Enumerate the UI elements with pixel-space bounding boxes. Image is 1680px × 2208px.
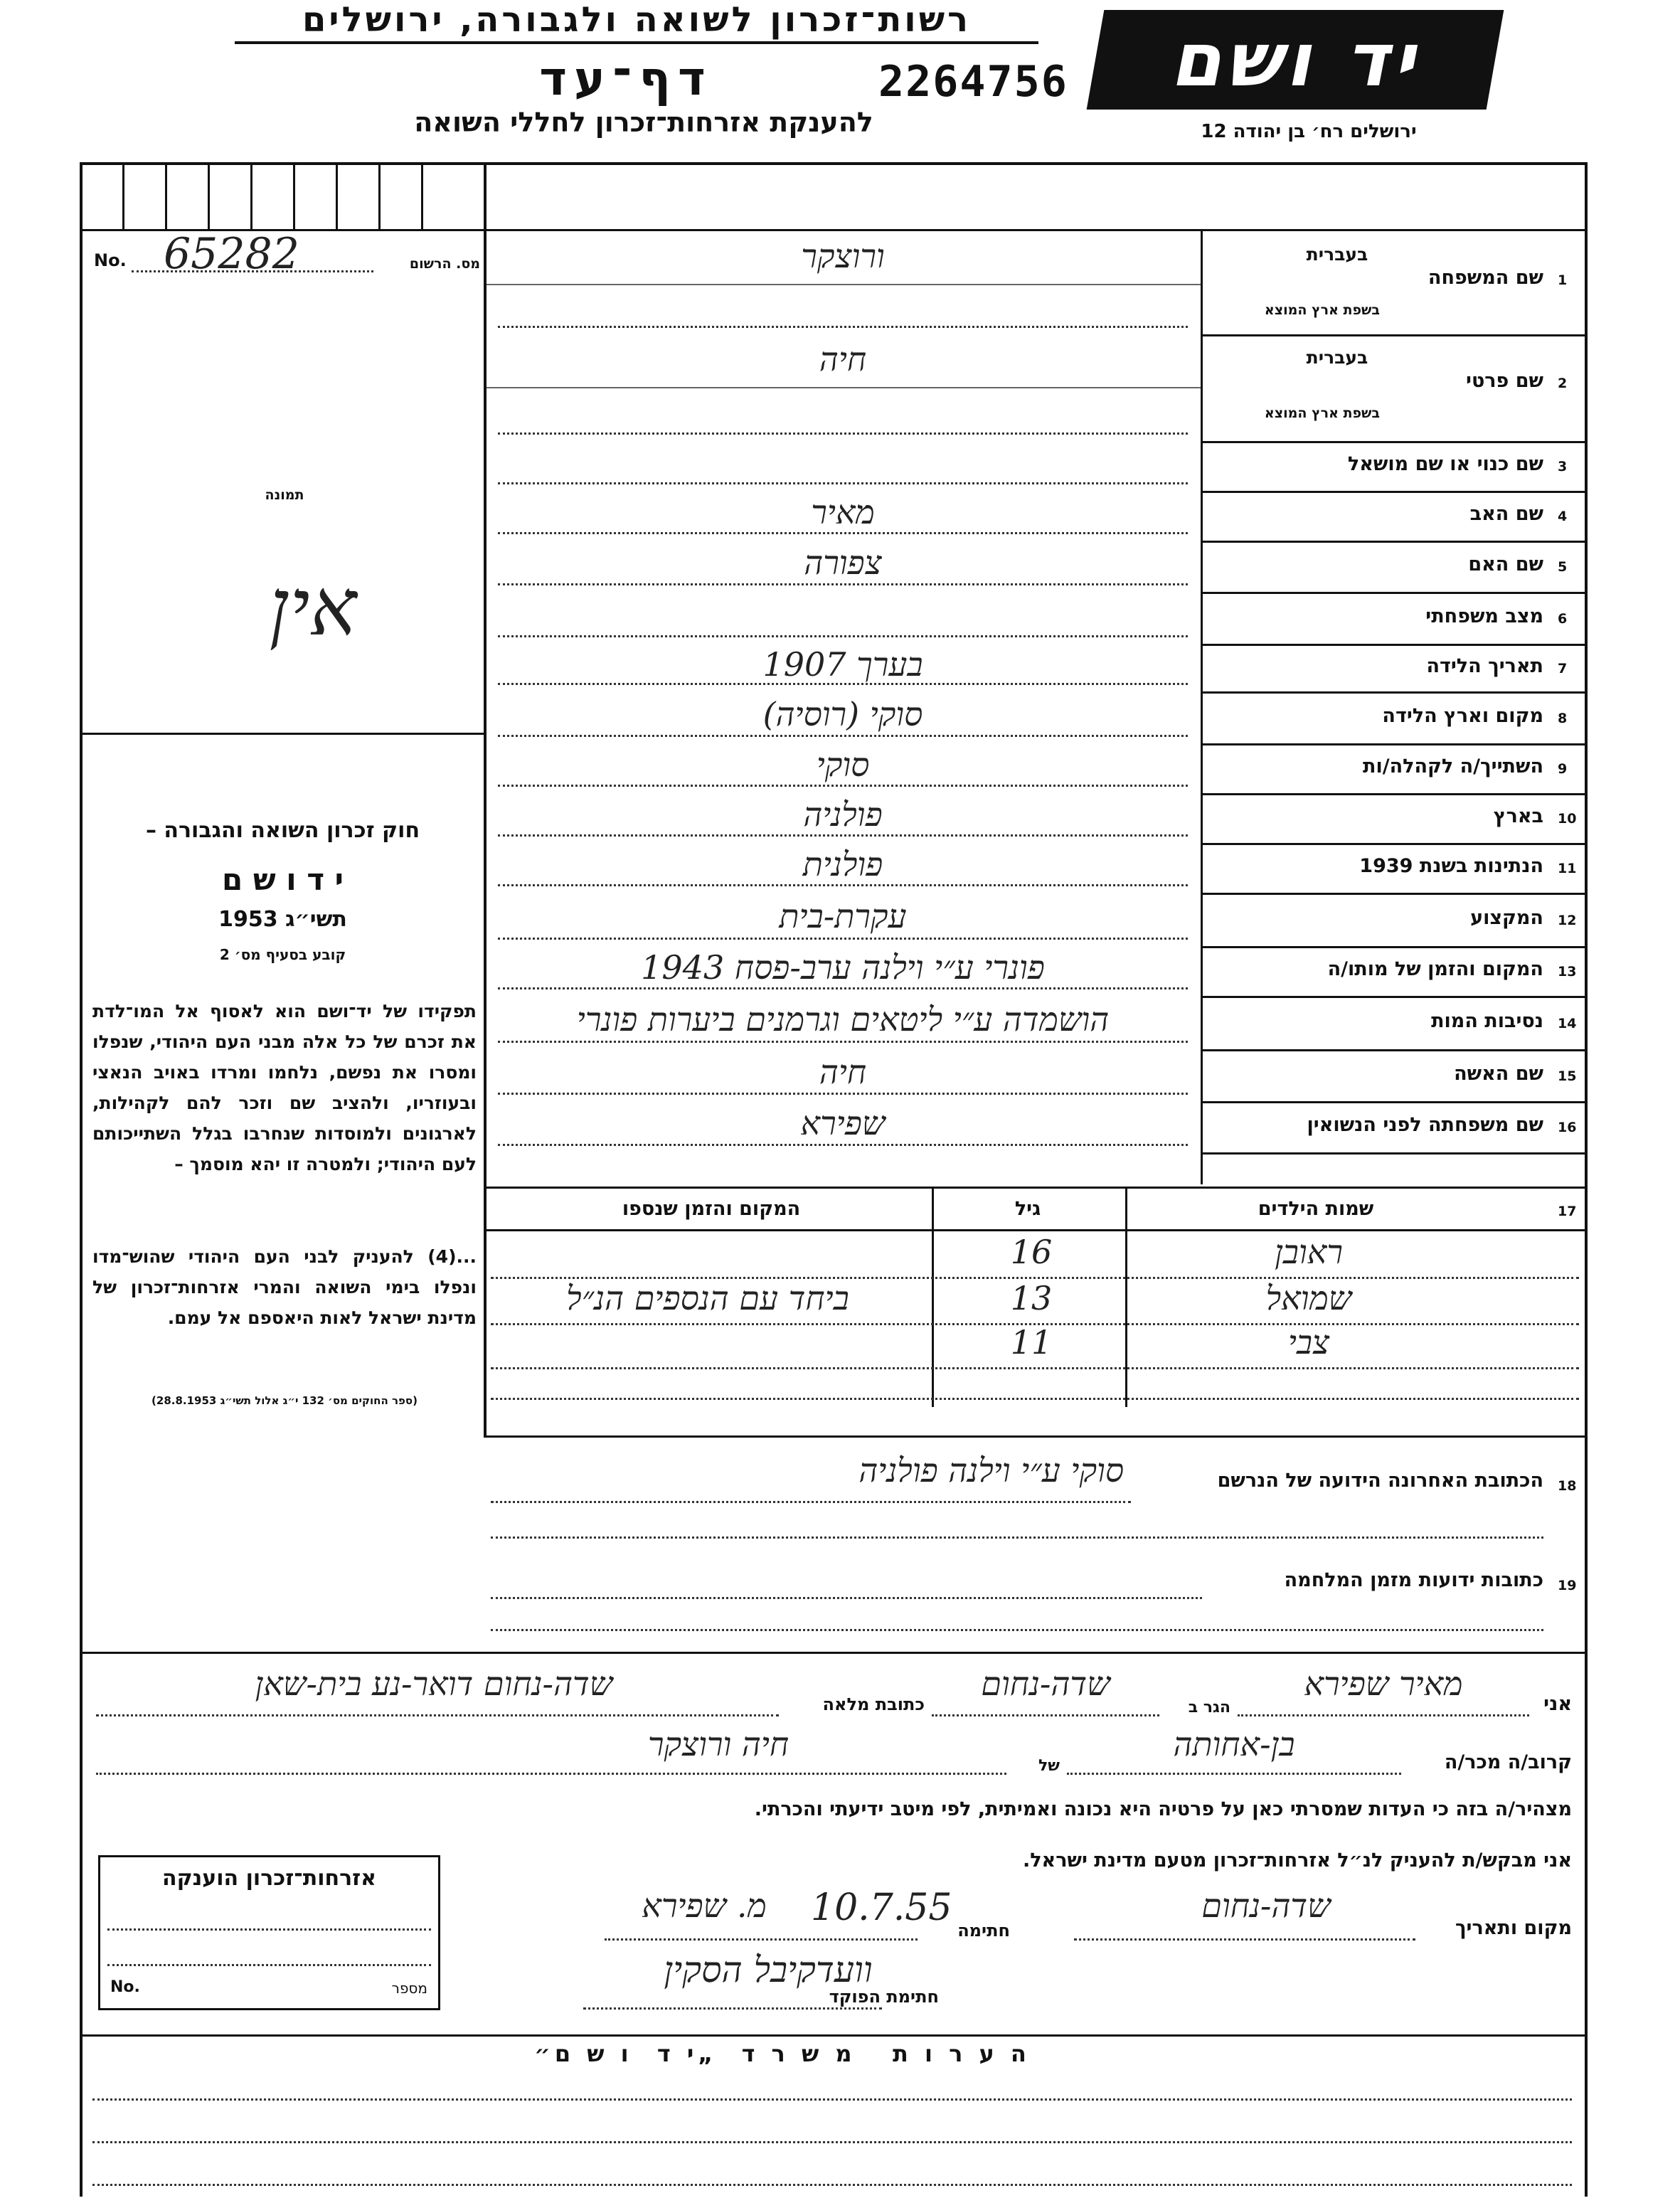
resides-label: הגר ב <box>1188 1699 1230 1716</box>
form-subtitle: להענקת אזרחות־זכרון לחללי השואה <box>414 107 873 138</box>
field-row-divider <box>1201 592 1586 594</box>
field-row-divider <box>1201 441 1586 443</box>
field-number: 9 <box>1558 761 1568 777</box>
statement-1: מצהיר/ה בזה כי העדות שמסרתי כאן על פרטיה היא נכונה ואמיתית, לפי מיטב ידיעתי והכרתי. <box>754 1798 1572 1820</box>
field-value: עקרת-בית <box>779 896 907 935</box>
form-title: דף־עד <box>539 51 713 106</box>
field-value-line <box>498 735 1188 737</box>
field-number: 16 <box>1558 1120 1577 1135</box>
field-label: נסיבות המות <box>1431 1009 1543 1032</box>
law-year: תשי״ג 1953 <box>218 907 347 932</box>
field-row-divider <box>1201 491 1586 493</box>
field-value-line <box>498 1144 1188 1146</box>
field-label: המקצוע <box>1470 906 1543 929</box>
signature-value: מ. שפירא <box>642 1886 767 1925</box>
law-body: תפקידו של יד־ושם הוא לאסוף אל המו־לדת את זכרם של כל אלה מבני העם היהודי, שנפלו ומסרו את נפשם, נלחמו ומרדו באויב הנאצי ובעוזריו, ולהציב שם וזכר להם לקהילות, לארגונים ולמוסדות שנחרבו בגלל השתייכותם לעם היהודי; ולמטרה זו יהא מוסמך – <box>92 1001 477 1174</box>
field-number: 3 <box>1558 459 1568 474</box>
field-row-divider <box>1201 1152 1586 1155</box>
field-hebrew-label: בעברית <box>1306 347 1368 368</box>
field-label: השתייך/ה לקהלה/ות <box>1363 755 1543 777</box>
notes-line <box>92 2184 1572 2186</box>
relation-label: קרוב/ה מכר/ה <box>1444 1751 1572 1773</box>
field-label: שם כנוי או שם מושאל <box>1347 453 1543 475</box>
frame-top <box>80 162 1586 165</box>
field-value: שפירא <box>800 1104 886 1142</box>
war-addresses-line-2 <box>491 1629 1543 1631</box>
box-divider <box>250 162 252 230</box>
children-col-age: גיל <box>1014 1198 1041 1220</box>
form-number: 2264756 <box>878 57 1068 107</box>
relation-line <box>1067 1773 1401 1775</box>
resides-line <box>932 1714 1159 1716</box>
address-label: הכתובת האחרונה הידועה של הנרשם <box>1217 1470 1543 1492</box>
children-row-line <box>491 1367 1579 1369</box>
field-label: הנתינות בשנת 1939 <box>1359 855 1543 877</box>
field-value: מאיר <box>811 493 875 531</box>
field-value: צפורה <box>804 543 882 582</box>
frame-right <box>1585 162 1588 2197</box>
field-number: 1 <box>1558 272 1568 288</box>
field-value: הושמדה ע״י ליטאים וגרמנים ביערות פונרי <box>576 999 1110 1039</box>
date-value: 10.7.55 <box>811 1886 952 1929</box>
field-value-line <box>498 884 1188 886</box>
children-col-divider-1 <box>1125 1187 1127 1407</box>
field-label: שם משפחתה לפני הנשואין <box>1307 1114 1543 1136</box>
full-address-label: כתובת מלאה <box>822 1694 925 1714</box>
field-value: פולניה <box>803 795 883 834</box>
granted-line <box>107 1928 431 1931</box>
field-number: 6 <box>1558 610 1568 627</box>
law-title: חוק זכרון השואה והגבורה – <box>145 818 420 843</box>
field-label: תאריך הלידה <box>1426 654 1543 677</box>
field-value-line <box>498 938 1188 940</box>
field-label: שם האם <box>1468 553 1543 575</box>
child-place: ביחד עם הנספים הנ״ל <box>566 1279 849 1317</box>
full-address-value: שדה-נחום דואר-נע בית-שאן <box>255 1665 613 1703</box>
field-value: בערך 1907 <box>762 644 923 684</box>
law-clause: קובע בסעיף מס׳ 2 <box>219 946 346 963</box>
child-name: צבי <box>1287 1323 1330 1362</box>
children-col-place: המקום והזמן שנספו <box>622 1198 801 1220</box>
field-label: מקום וארץ הלידה <box>1382 704 1543 727</box>
address-num: 18 <box>1558 1478 1577 1494</box>
field-label: בארץ <box>1493 805 1543 827</box>
field-number: 10 <box>1558 811 1577 827</box>
field-value-line <box>498 635 1188 637</box>
field-number: 15 <box>1558 1068 1577 1084</box>
signature-line <box>605 1938 918 1941</box>
officer-label: חתימת הפוקד <box>829 1987 939 2007</box>
declaration-top <box>80 1652 1586 1654</box>
field-value-line <box>498 785 1188 787</box>
photo-bottom <box>80 733 485 735</box>
children-col-divider-2 <box>932 1187 934 1407</box>
field-value-line <box>498 987 1188 989</box>
officer-signature: וועדקיבל הסקין <box>664 1949 873 1990</box>
law-body-2: ...(4) להעניק לבני העם היהודי שהוש־מדו ונפלו בימי השואה והמרי אזרחות־זכרון של מדינת ישראל לאות היאספם אל עמם. <box>92 1246 477 1328</box>
war-addresses-label: כתובות ידועות מזמן המלחמה <box>1284 1569 1543 1591</box>
logo-address: ירושלים רח׳ בן יהודה 12 <box>1201 121 1417 142</box>
signature-label: חתימה <box>957 1921 1010 1941</box>
photo-note: אין <box>269 562 357 653</box>
granted-line <box>107 1964 431 1966</box>
label-column-divider <box>1201 231 1203 1184</box>
relation-value: בן-אחותה <box>1173 1725 1295 1763</box>
field-row-divider <box>1201 644 1586 646</box>
resides-value: שדה-נחום <box>981 1665 1110 1703</box>
field-label: שם האב <box>1469 503 1543 525</box>
children-row-line <box>491 1398 1579 1400</box>
child-name: ראובן <box>1275 1233 1343 1271</box>
notes-line <box>92 2098 1572 2101</box>
box-divider <box>293 162 295 230</box>
field-value-line <box>498 432 1188 435</box>
box-divider <box>336 162 338 230</box>
field-value-line <box>498 1041 1188 1043</box>
field-local-label: בשפת ארץ המוצא <box>1264 405 1380 421</box>
field-value-line <box>498 1093 1188 1095</box>
declarant-name: מאיר שפירא <box>1304 1665 1463 1703</box>
field-label: שם האשה <box>1454 1062 1543 1085</box>
left-column-divider <box>484 162 487 1435</box>
field-number: 2 <box>1558 376 1568 391</box>
authority-title: רשות־זכרון לשואה ולגבורה, ירושלים <box>235 0 1038 44</box>
field-value-line <box>498 482 1188 484</box>
registration-label: מס. הרשום <box>409 256 480 272</box>
field-row-divider <box>1201 743 1586 745</box>
field-value: חיה <box>819 1052 867 1091</box>
photo-label: תמונה <box>265 487 304 503</box>
field-label: שם פרטי <box>1466 370 1543 392</box>
field-value: סוקי (רוסיה) <box>762 694 923 733</box>
field-value-line <box>498 834 1188 837</box>
field-value-line <box>498 532 1188 534</box>
box-divider <box>165 162 167 230</box>
field-number: 7 <box>1558 660 1568 676</box>
officer-line <box>583 2007 882 2010</box>
field-value-line <box>498 583 1188 585</box>
field-value: סוקי <box>816 745 870 784</box>
notes-line <box>92 2141 1572 2143</box>
field-number: 5 <box>1558 559 1568 575</box>
field-value: פולנית <box>802 845 883 883</box>
field-label: מצב משפחתי <box>1425 605 1543 627</box>
child-age: 11 <box>1010 1323 1053 1362</box>
children-header-bottom <box>484 1229 1586 1231</box>
granted-title: אזרחות־זכרון הוענקה <box>161 1866 377 1891</box>
granted-no: No. <box>110 1978 140 1996</box>
notes-top <box>80 2034 1586 2037</box>
field-row-divider <box>1201 843 1586 845</box>
law-name: י ד ו ש ם <box>221 862 344 897</box>
box-divider <box>421 162 423 230</box>
field-value-line <box>498 326 1188 328</box>
child-age: 13 <box>1010 1279 1053 1317</box>
field-row-divider <box>1201 334 1586 336</box>
of-label: של <box>1038 1757 1060 1775</box>
field-row-divider <box>1201 1049 1586 1051</box>
notes-title: ה ע ר ו ת מ ש ר ד „י ד ו ש ם״ <box>534 2040 1031 2067</box>
field-row-divider <box>1201 793 1586 795</box>
box-divider <box>208 162 210 230</box>
war-addresses-line <box>491 1597 1202 1599</box>
declarant-line <box>1238 1714 1529 1716</box>
box-divider <box>122 162 124 230</box>
field-inner-divider <box>487 284 1201 285</box>
children-top <box>484 1187 1586 1189</box>
address-value: סוקי ע״י וילנה פולניה <box>858 1451 1124 1490</box>
field-row-divider <box>1201 1101 1586 1103</box>
field-value: פונרי ע״י וילנה ערב-פסח 1943 <box>641 948 1045 987</box>
children-num: 17 <box>1558 1204 1577 1219</box>
declaration-i-label: אני <box>1543 1693 1572 1715</box>
registration-number: 65282 <box>164 229 299 279</box>
of-line <box>96 1773 1006 1775</box>
field-number: 14 <box>1558 1015 1577 1031</box>
child-age: 16 <box>1010 1233 1053 1271</box>
registration-no-label: No. <box>94 250 127 270</box>
field-number: 13 <box>1558 964 1577 980</box>
children-col-names: שמות הילדים <box>1258 1198 1374 1220</box>
field-value: ורוצקר <box>801 237 885 275</box>
box-divider <box>378 162 381 230</box>
box-row-bottom <box>80 229 1586 231</box>
place-value: שדה-נחום <box>1201 1886 1331 1925</box>
field-local-label: בשפת ארץ המוצא <box>1264 302 1380 318</box>
of-name: חיה ורוצקר <box>647 1725 790 1763</box>
field-row-divider <box>1201 996 1586 998</box>
granted-number-label: מספר <box>391 1980 427 1997</box>
law-citation: (ספר החוקים מס׳ 132 י״ג אלול תשי״ג 28.8.1953) <box>151 1394 418 1407</box>
field-row-divider <box>1201 946 1586 948</box>
place-date-label: מקום ותאריך <box>1455 1917 1572 1939</box>
field-number: 11 <box>1558 861 1577 876</box>
field-row-divider <box>1201 691 1586 694</box>
war-addresses-num: 19 <box>1558 1578 1577 1593</box>
field-label: שם המשפחה <box>1428 267 1543 289</box>
field-value: חיה <box>819 340 867 378</box>
field-number: 12 <box>1558 912 1577 928</box>
statement-2: אני מבקש/ת להעניק לנ״ל אזרחות־זכרון מטעם מדינת ישראל. <box>1022 1849 1572 1872</box>
logo-text: יד ושם <box>1170 16 1419 103</box>
field-number: 4 <box>1558 509 1568 524</box>
full-address-line <box>96 1714 779 1716</box>
frame-left <box>80 162 83 2197</box>
field-row-divider <box>1201 893 1586 895</box>
citizenship-granted-box <box>98 1855 440 2010</box>
place-date-line <box>1074 1938 1415 1941</box>
address-line <box>491 1501 1131 1503</box>
field-number: 8 <box>1558 710 1568 726</box>
field-row-divider <box>1201 541 1586 543</box>
field-hebrew-label: בעברית <box>1306 244 1368 265</box>
address-line-2 <box>491 1536 1543 1539</box>
children-bottom <box>484 1435 1586 1438</box>
field-label: המקום והזמן של מותו/ה <box>1327 958 1543 980</box>
child-name: שמואל <box>1265 1279 1352 1317</box>
field-inner-divider <box>487 387 1201 388</box>
